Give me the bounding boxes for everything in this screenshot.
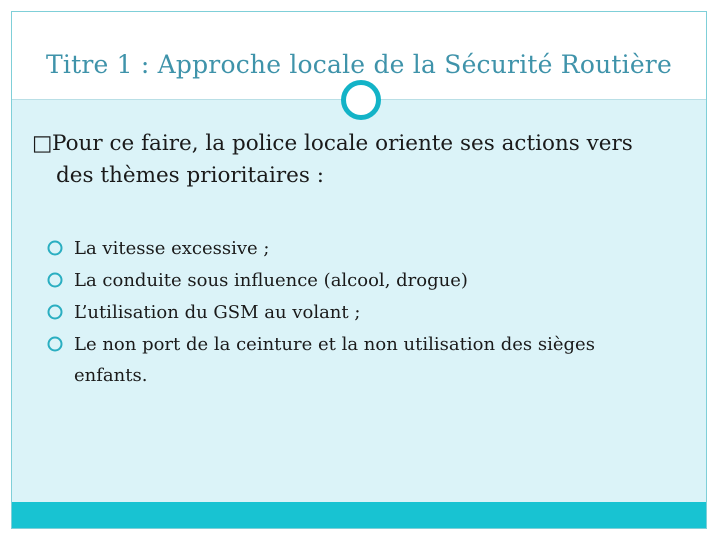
main-point-line-2: des thèmes prioritaires :	[56, 163, 325, 188]
main-bullet-point	[34, 128, 694, 192]
square-bullet-icon: □	[32, 131, 53, 156]
sub-point-text: La vitesse excessive ;	[74, 238, 270, 259]
slide-title: Titre 1 : Approche locale de la Sécurité Routière	[46, 50, 672, 79]
circle-bullet-icon	[46, 335, 64, 353]
list-item	[46, 265, 646, 297]
circle-bullet-icon	[46, 239, 64, 257]
list-item	[46, 297, 646, 329]
list-item	[46, 233, 646, 265]
sub-point-text: La conduite sous influence (alcool, drogue)	[74, 270, 468, 291]
circle-bullet-icon	[46, 303, 64, 321]
sub-bullet-list	[46, 233, 646, 391]
bottom-bar	[12, 502, 706, 528]
ring-icon	[341, 80, 381, 120]
sub-point-continuation: enfants.	[74, 365, 148, 386]
list-item	[46, 329, 646, 391]
sub-point-text: Le non port de la ceinture et la non utilisation des sièges	[74, 334, 595, 355]
sub-point-text: L’utilisation du GSM au volant ;	[74, 302, 361, 323]
main-point-line-1: Pour ce faire, la police locale oriente ses actions vers	[52, 131, 633, 156]
circle-bullet-icon	[46, 271, 64, 289]
